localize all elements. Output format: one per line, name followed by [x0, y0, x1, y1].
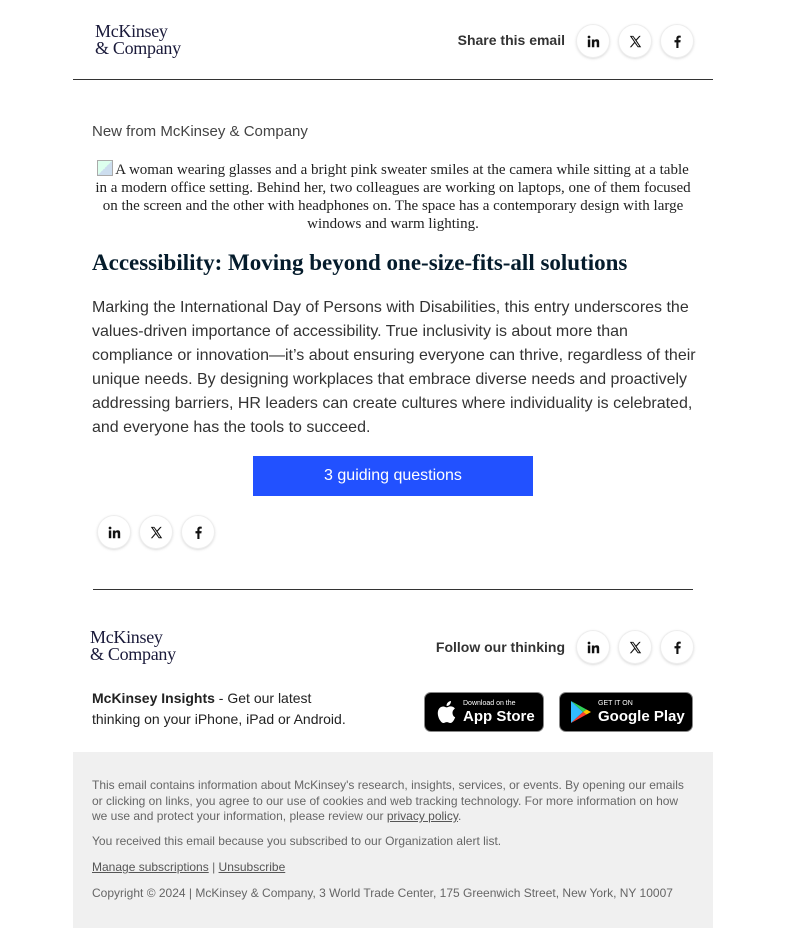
- x-share-button[interactable]: [619, 25, 651, 57]
- subscription-reason: You received this email because you subscribed to our Organization alert list.: [92, 834, 502, 848]
- app-store-badge[interactable]: [424, 692, 544, 732]
- follow-buttons: [577, 631, 693, 663]
- apple-icon: [433, 700, 459, 724]
- facebook-follow-button[interactable]: [661, 631, 693, 663]
- linkedin-icon: [108, 526, 121, 539]
- article-title[interactable]: Accessibility: Moving beyond one-size-fits-all solutions: [92, 250, 628, 275]
- subscription-links: [92, 860, 692, 876]
- hero-image-alt-text: A woman wearing glasses and a bright pink sweater smiles at the camera while sitting at a table in a modern office setting. Behind her, two colleagues are working on laptops, one of them focused on the screen and the other with headphones on. The space has a contemporary design with large windows and warm lighting.: [95, 162, 691, 232]
- unsubscribe-link[interactable]: Unsubscribe: [218, 860, 286, 874]
- linkedin-share-button[interactable]: [577, 25, 609, 57]
- broken-image-icon: [97, 160, 113, 176]
- mckinsey-logo[interactable]: [95, 23, 181, 57]
- app-brand-name: McKinsey Insights: [92, 690, 215, 706]
- x-icon: [150, 526, 163, 539]
- privacy-notice-text: This email contains information about McKinsey's research, insights, services, or events. By opening our emails or clicking on links, you agree to our use of cookies and web tracking technology. For more information on how we use and protect your information, please review our: [92, 778, 684, 823]
- x-follow-button[interactable]: [619, 631, 651, 663]
- google-play-icon: [568, 700, 594, 724]
- privacy-notice-end: .: [457, 809, 462, 823]
- facebook-icon: [671, 35, 684, 48]
- app-promo-description: - Get our latest thinking on your iPhone, iPad or Android.: [92, 690, 346, 727]
- facebook-icon: [192, 526, 205, 539]
- kicker-text: New from McKinsey & Company: [92, 123, 308, 140]
- linkedin-icon: [587, 35, 600, 48]
- linkedin-follow-button[interactable]: [577, 631, 609, 663]
- x-icon: [629, 35, 642, 48]
- article-share-buttons: [98, 516, 214, 548]
- article-body: Marking the International Day of Persons with Disabilities, this entry underscores the values-driven importance of accessibility. True inclusivity is about more than compliance or innovation—it’s about ensuring everyone can thrive, regardless of their unique needs. By designing workplaces that embrace diverse needs and proactively addressing barriers, HR leaders can create cultures where individuality is celebrated, and everyone has the tools to succeed.: [92, 299, 696, 436]
- email-container: [73, 0, 713, 928]
- app-store-big-text: App Store: [463, 707, 535, 725]
- privacy-policy-link[interactable]: privacy policy: [386, 809, 458, 823]
- cta-button[interactable]: 3 guiding questions: [253, 456, 533, 496]
- logo-line-2: & Company: [90, 644, 176, 664]
- app-promo-text: [92, 688, 362, 730]
- x-share-button[interactable]: [140, 516, 172, 548]
- logo-line-1: McKinsey: [95, 21, 168, 41]
- email-header: [73, 0, 713, 80]
- link-separator: |: [212, 860, 216, 874]
- footer-mckinsey-logo[interactable]: [90, 629, 176, 663]
- privacy-notice: [92, 778, 692, 825]
- google-play-badge[interactable]: [559, 692, 693, 732]
- google-play-small-text: GET IT ON: [598, 699, 633, 707]
- facebook-icon: [671, 641, 684, 654]
- follow-label: Follow our thinking: [435, 639, 565, 655]
- logo-line-2: & Company: [95, 38, 181, 58]
- legal-footer: [73, 752, 713, 928]
- hero-image[interactable]: [92, 160, 694, 233]
- x-icon: [629, 641, 642, 654]
- copyright-text: Copyright © 2024 | McKinsey & Company, 3 World Trade Center, 175 Greenwich Street, New York, NY 10007: [92, 886, 673, 900]
- linkedin-share-button[interactable]: [98, 516, 130, 548]
- logo-line-1: McKinsey: [90, 627, 163, 647]
- share-label: Share this email: [457, 32, 565, 48]
- section-divider: [93, 589, 693, 590]
- linkedin-icon: [587, 641, 600, 654]
- google-play-big-text: Google Play: [598, 707, 685, 725]
- facebook-share-button[interactable]: [661, 25, 693, 57]
- share-buttons: [577, 25, 693, 57]
- app-store-small-text: Download on the: [463, 699, 516, 707]
- manage-subscriptions-link[interactable]: Manage subscriptions: [92, 860, 209, 874]
- facebook-share-button[interactable]: [182, 516, 214, 548]
